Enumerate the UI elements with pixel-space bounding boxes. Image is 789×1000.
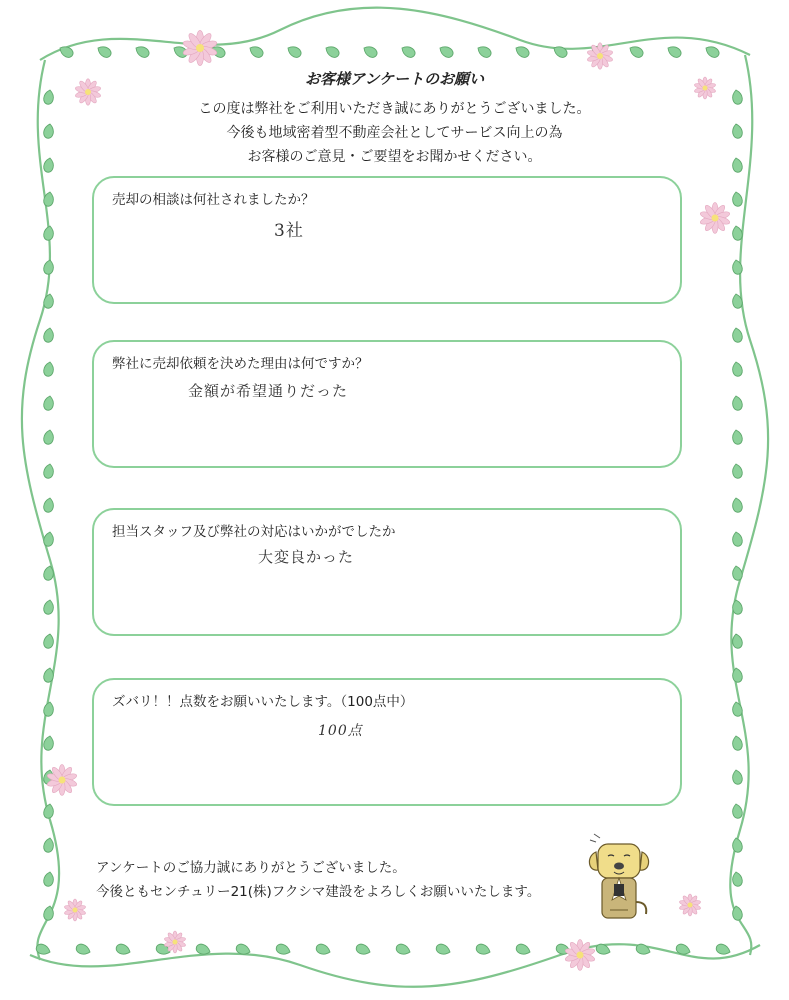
question-box-4 <box>92 678 682 806</box>
vine-leaf-icon <box>731 225 743 241</box>
vine-leaf-icon <box>715 943 732 957</box>
vine-leaf-icon <box>43 735 55 751</box>
vine-leaf-icon <box>43 871 55 887</box>
vine-leaf-icon <box>43 497 55 513</box>
flower-icon <box>564 940 595 971</box>
answer-text: 大変良かった <box>258 548 355 566</box>
vine-leaf-icon <box>476 44 493 59</box>
vine-leaf-icon <box>731 361 743 377</box>
vine-leaf-icon <box>731 463 743 479</box>
vine-leaf-icon <box>134 44 151 59</box>
vine-leaf-icon <box>731 191 743 207</box>
vine-leaf-icon <box>43 259 55 275</box>
vine-leaf-icon <box>43 361 55 377</box>
vine-leaf-icon <box>75 943 92 957</box>
vine-leaf-icon <box>731 633 743 649</box>
vine-leaf-icon <box>438 44 455 59</box>
flower-icon <box>679 894 701 916</box>
vine-leaf-icon <box>731 429 743 445</box>
vine-leaf-icon <box>731 531 743 547</box>
vine-leaf-icon <box>43 327 55 343</box>
vine-leaf-icon <box>514 44 531 59</box>
footer-line-1: アンケートのご協力誠にありがとうございました。 <box>96 860 406 876</box>
vine-leaf-icon <box>515 943 532 957</box>
vine-leaf-icon <box>43 803 55 819</box>
intro-line-2: 今後も地域密着型不動産会社としてサービス向上の為 <box>226 125 563 141</box>
vine-leaf-icon <box>731 497 743 513</box>
footer-line-2: 今後ともセンチュリー21(株)フクシマ建設をよろしくお願いいたします。 <box>96 884 541 900</box>
intro-line-3: お客様のご意見・ご要望をお聞かせください。 <box>247 149 542 165</box>
vine-leaf-icon <box>43 293 55 309</box>
vine-leaf-icon <box>435 943 452 957</box>
flower-icon <box>64 899 86 921</box>
vine-leaf-icon <box>43 531 55 547</box>
vine-leaf-icon <box>731 565 743 581</box>
vine-leaf-icon <box>628 44 645 59</box>
page-title: お客様アンケートのお願い <box>304 70 485 88</box>
vine-leaf-icon <box>324 44 341 59</box>
vine-leaf-icon <box>731 735 743 751</box>
question-label: 売却の相談は何社されましたか？ <box>112 192 315 208</box>
vine-leaf-icon <box>43 463 55 479</box>
vine-leaf-icon <box>315 943 332 957</box>
flower-icon <box>699 203 730 234</box>
vine-leaf-icon <box>731 803 743 819</box>
vine-leaf-icon <box>43 395 55 411</box>
answer-text: 3社 <box>274 221 304 241</box>
vine-leaf-icon <box>400 44 417 59</box>
vine-leaf-icon <box>475 943 492 957</box>
vine-leaf-icon <box>731 701 743 717</box>
vine-leaf-icon <box>43 225 55 241</box>
question-label: 弊社に売却依頼を決めた理由は何ですか？ <box>112 356 369 372</box>
vine-leaf-icon <box>666 44 683 59</box>
vine-leaf-icon <box>115 943 132 957</box>
vine-leaf-icon <box>43 701 55 717</box>
dog-mascot-icon <box>584 830 654 930</box>
question-box-2 <box>92 340 682 468</box>
vine-leaf-icon <box>731 327 743 343</box>
vine-leaf-icon <box>731 769 743 785</box>
vine-leaf-icon <box>96 44 113 59</box>
intro-line-1: この度は弊社をご利用いただき誠にありがとうございました。 <box>198 101 591 117</box>
answer-text: 100点 <box>318 723 363 739</box>
vine-leaf-icon <box>731 871 743 887</box>
vine-leaf-icon <box>731 837 743 853</box>
answer-text: 金額が希望通りだった <box>188 382 349 400</box>
vine-leaf-icon <box>43 837 55 853</box>
vine-leaf-icon <box>43 633 55 649</box>
vine-leaf-icon <box>355 943 372 957</box>
vine-leaf-icon <box>43 599 55 615</box>
vine-leaf-icon <box>395 943 412 957</box>
vine-leaf-icon <box>248 44 265 59</box>
question-box-3 <box>92 508 682 636</box>
vine-leaf-icon <box>43 429 55 445</box>
vine-leaf-icon <box>552 44 569 59</box>
vine-leaf-icon <box>731 395 743 411</box>
question-box-1 <box>92 176 682 304</box>
question-label: ズバリ！！点数をお願いいたします。（100点中） <box>112 694 414 710</box>
question-label: 担当スタッフ及び弊社の対応はいかがでしたか <box>112 524 396 540</box>
vine-leaf-icon <box>362 44 379 59</box>
vine-leaf-icon <box>275 943 292 957</box>
vine-leaf-icon <box>286 44 303 59</box>
vine-leaf-icon <box>704 44 721 59</box>
